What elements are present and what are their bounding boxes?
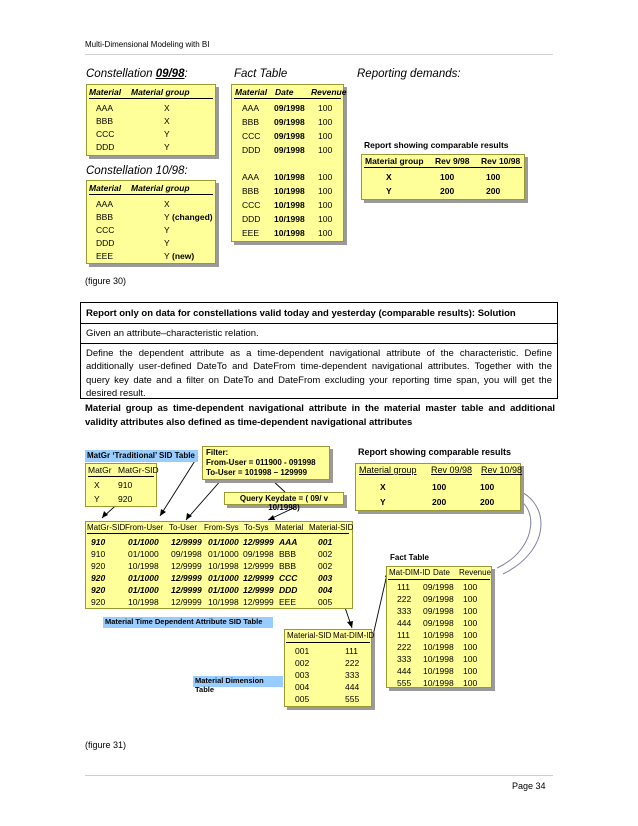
- constellation-1098-title: Constellation 10/98:: [86, 165, 188, 177]
- fact-table-fig31: Mat-DIM-ID Date Revenue 111 09/1998 100 222 09/1998 100 333 09/1998 100 444 09/1998 100 111 10/1998 100 222 10/1998 100 333 10/1998 100 444 10/1998 100 555 10/1998 100: [386, 566, 492, 688]
- fact-table-fig30: Material Date Revenue AAA 09/1998 100 BBB 09/1998 100 CCC 09/1998 100 DDD 09/1998 100 AAA 10/1998 100 BBB 10/1998 100 CCC 10/1998 100 DDD 10/1998 100 EEE 10/1998 100: [231, 84, 344, 242]
- time-dependent-table-label: Material Time Dependent Attribute SID Table: [103, 617, 273, 628]
- report-title-fig30: Report showing comparable results: [364, 140, 509, 150]
- running-header: Multi-Dimensional Modeling with BI: [85, 40, 210, 49]
- reporting-demands-title: Reporting demands:: [357, 68, 461, 80]
- filter-from: From-User = 011900 - 091998: [206, 458, 316, 467]
- footer-rule: [85, 775, 553, 776]
- solution-heading: Report only on data for constellations valid today and yesterday (comparable results): Solution: [86, 308, 516, 319]
- query-keydate-box: Query Keydate = ( 09/ v 10/1998): [224, 492, 344, 505]
- constellation-0998-date: 09/98: [155, 68, 185, 80]
- sid-table: MatGr MatGr-SID X 910 Y 920: [85, 463, 157, 507]
- constellation-0998-table: Material Material group AAA X BBB X CCC Y DDD Y: [86, 84, 216, 156]
- filter-title: Filter:: [206, 448, 229, 457]
- constellation-1098-table: Material Material group AAA X BBB Y (changed) CCC Y DDD Y EEE Y (new): [86, 180, 216, 264]
- fact-table-fig31-title: Fact Table: [390, 553, 429, 562]
- filter-to: To-User = 101998 – 129999: [206, 468, 308, 477]
- sid-table-label: MatGr ‘Traditional’ SID Table: [85, 450, 198, 462]
- figure-30-caption: (figure 30): [85, 276, 127, 286]
- report-table-fig30: Material group Rev 9/98 Rev 10/98 X 100 100 Y 200 200: [361, 154, 525, 200]
- fact-table-title: Fact Table: [234, 68, 288, 80]
- figure-31-caption: (figure 31): [85, 740, 127, 750]
- material-dimension-table: Material-SID Mat-DIM-ID 001 111 002 222 003 333 004 444 005 555: [284, 629, 372, 707]
- report-title-fig31: Report showing comparable results: [358, 447, 512, 457]
- time-dependent-sid-table: MatGr-SID From-User To-User From-Sys To-Sys Material Material-SID 910 01/1000 12/9999 01/1000 12/9999 AAA 001 910 01/1000 09/1998 01/1000 09/1998 BBB 002 920 10/1998 12/9999 10/1998 12/9999 BBB 002 920 01/1000 12/9999 01/1000 12/9999 CCC 003 920 01/1000 12/9999 01/1000 12/9999 DDD 004 920 10/1998 12/9999 10/1998 12/9999 EEE 005: [87, 523, 354, 607]
- report-table-fig31: Material group Rev 09/98 Rev 10/98 X 100 100 Y 200 200: [355, 463, 521, 511]
- solution-line-1: Given an attribute–characteristic relation.: [86, 328, 259, 339]
- solution-line-2: Define the dependent attribute as a time-dependent navigational attribute of the characteristic. Define additionally user-defined DateTo and DateFrom time-dependent navigational attributes. Together with the query key date and a filter on DateTo and DateFrom excluding your reporting time span, you will get the desired result.: [86, 348, 552, 400]
- filter-box: [202, 446, 330, 480]
- page-number: Page 34: [512, 781, 546, 791]
- material-dimension-table-label: Material Dimension Table: [193, 676, 283, 687]
- matgroup-heading: Material group as time-dependent navigational attribute in the material master table and additional validity attributes also defined as time-dependent navigational attributes: [85, 403, 555, 428]
- constellation-0998-title: Constellation 09/98:: [86, 68, 188, 80]
